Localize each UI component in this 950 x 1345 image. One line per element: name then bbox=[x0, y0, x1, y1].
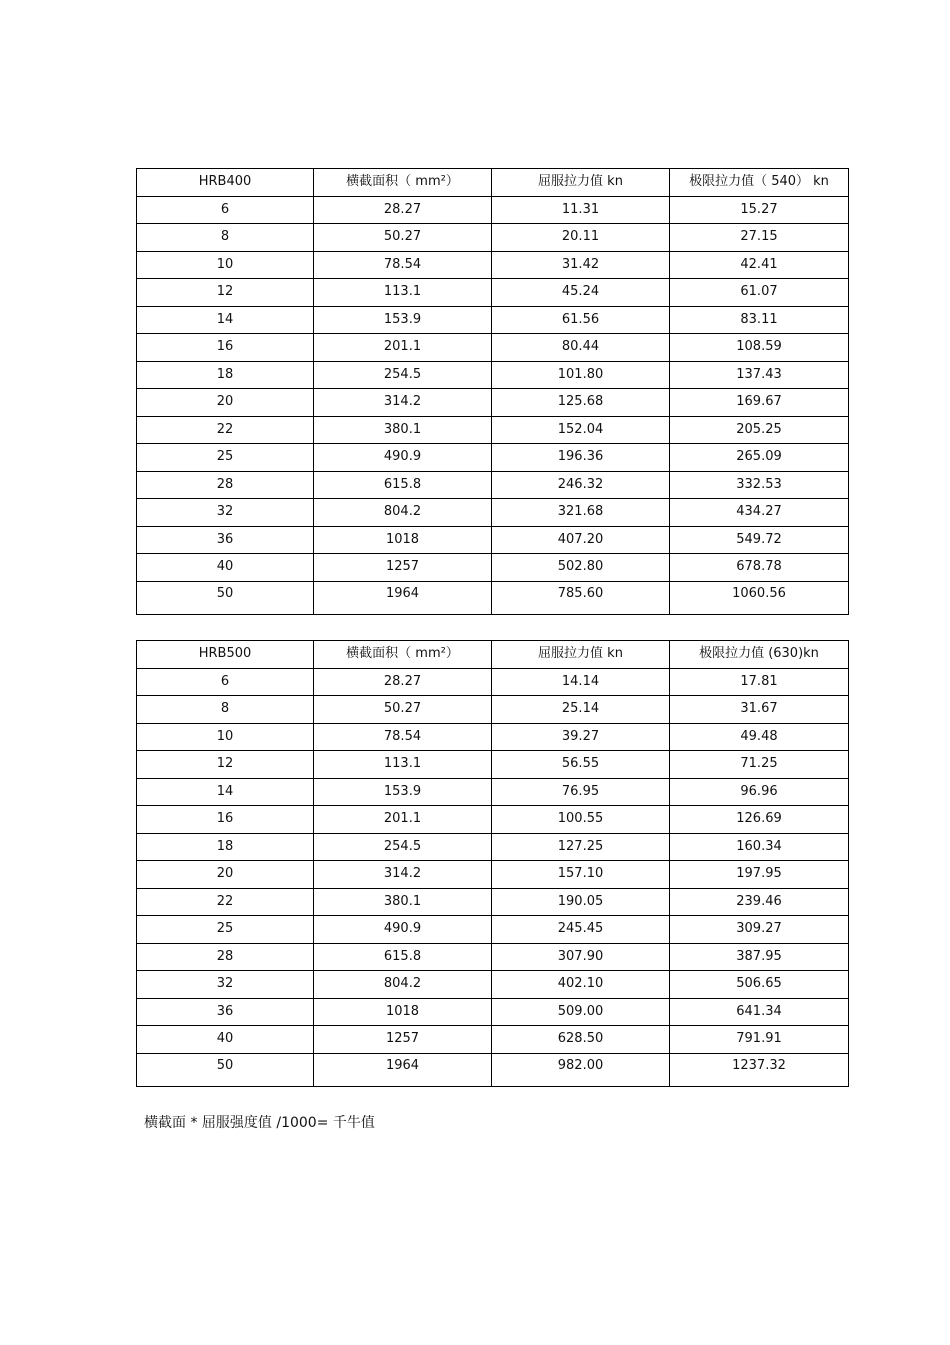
table-cell: 36 bbox=[137, 998, 314, 1026]
table-cell: 8 bbox=[137, 696, 314, 724]
table-cell: 380.1 bbox=[314, 416, 492, 444]
table-row bbox=[137, 361, 849, 389]
table-cell: 42.41 bbox=[670, 251, 849, 279]
table-cell: 31.67 bbox=[670, 696, 849, 724]
table-cell: 1237.32 bbox=[670, 1053, 849, 1086]
table-cell: 153.9 bbox=[314, 778, 492, 806]
header-cell: 横截面积（ mm²） bbox=[314, 641, 492, 669]
table-cell: 113.1 bbox=[314, 279, 492, 307]
table-cell: 14 bbox=[137, 778, 314, 806]
header-row bbox=[137, 641, 849, 669]
table-cell: 239.46 bbox=[670, 888, 849, 916]
table-row bbox=[137, 279, 849, 307]
table-cell: 309.27 bbox=[670, 916, 849, 944]
table-cell: 61.07 bbox=[670, 279, 849, 307]
table-cell: 25 bbox=[137, 444, 314, 472]
table-cell: 45.24 bbox=[492, 279, 670, 307]
header-cell: 屈服拉力值 kn bbox=[492, 641, 670, 669]
table-cell: 28.27 bbox=[314, 668, 492, 696]
table-cell: 28 bbox=[137, 471, 314, 499]
table-cell: 32 bbox=[137, 971, 314, 999]
table-cell: 108.59 bbox=[670, 334, 849, 362]
table-cell: 125.68 bbox=[492, 389, 670, 417]
table-cell: 615.8 bbox=[314, 471, 492, 499]
table-cell: 20.11 bbox=[492, 224, 670, 252]
table-cell: 169.67 bbox=[670, 389, 849, 417]
table-cell: 245.45 bbox=[492, 916, 670, 944]
table-cell: 628.50 bbox=[492, 1026, 670, 1054]
table-row bbox=[137, 833, 849, 861]
formula-footnote: 横截面 * 屈服强度值 /1000= 千牛值 bbox=[144, 1115, 375, 1131]
table-cell: 804.2 bbox=[314, 971, 492, 999]
table-cell: 101.80 bbox=[492, 361, 670, 389]
table-row bbox=[137, 554, 849, 582]
table-cell: 83.11 bbox=[670, 306, 849, 334]
table-row bbox=[137, 998, 849, 1026]
hrb400-table bbox=[136, 168, 849, 615]
table-cell: 265.09 bbox=[670, 444, 849, 472]
table-row bbox=[137, 696, 849, 724]
table-cell: 502.80 bbox=[492, 554, 670, 582]
table-row bbox=[137, 751, 849, 779]
table-cell: 10 bbox=[137, 251, 314, 279]
table-cell: 197.95 bbox=[670, 861, 849, 889]
table-cell: 100.55 bbox=[492, 806, 670, 834]
table-cell: 10 bbox=[137, 723, 314, 751]
table-cell: 509.00 bbox=[492, 998, 670, 1026]
table-cell: 1257 bbox=[314, 1026, 492, 1054]
table-cell: 785.60 bbox=[492, 581, 670, 614]
table-cell: 804.2 bbox=[314, 499, 492, 527]
table-cell: 1018 bbox=[314, 526, 492, 554]
table-cell: 254.5 bbox=[314, 833, 492, 861]
table-cell: 6 bbox=[137, 668, 314, 696]
header-cell: 横截面积（ mm²） bbox=[314, 169, 492, 197]
table-cell: 407.20 bbox=[492, 526, 670, 554]
table-cell: 78.54 bbox=[314, 723, 492, 751]
table-cell: 32 bbox=[137, 499, 314, 527]
table-cell: 490.9 bbox=[314, 916, 492, 944]
header-cell: 极限拉力值 (630)kn bbox=[670, 641, 849, 669]
table-row bbox=[137, 778, 849, 806]
table-row bbox=[137, 389, 849, 417]
table-cell: 28.27 bbox=[314, 196, 492, 224]
table-cell: 402.10 bbox=[492, 971, 670, 999]
table-cell: 50 bbox=[137, 581, 314, 614]
table-cell: 6 bbox=[137, 196, 314, 224]
table-cell: 50 bbox=[137, 1053, 314, 1086]
table-cell: 190.05 bbox=[492, 888, 670, 916]
table-cell: 18 bbox=[137, 361, 314, 389]
table-cell: 76.95 bbox=[492, 778, 670, 806]
table-cell: 56.55 bbox=[492, 751, 670, 779]
table-cell: 20 bbox=[137, 861, 314, 889]
table-cell: 17.81 bbox=[670, 668, 849, 696]
table-cell: 314.2 bbox=[314, 861, 492, 889]
table-cell: 307.90 bbox=[492, 943, 670, 971]
table-cell: 22 bbox=[137, 416, 314, 444]
header-row bbox=[137, 169, 849, 197]
table-cell: 641.34 bbox=[670, 998, 849, 1026]
table-row bbox=[137, 581, 849, 614]
table-cell: 160.34 bbox=[670, 833, 849, 861]
table-row bbox=[137, 943, 849, 971]
table-row bbox=[137, 196, 849, 224]
table-cell: 321.68 bbox=[492, 499, 670, 527]
table-cell: 16 bbox=[137, 806, 314, 834]
table-cell: 380.1 bbox=[314, 888, 492, 916]
table-cell: 678.78 bbox=[670, 554, 849, 582]
table-cell: 1060.56 bbox=[670, 581, 849, 614]
table-cell: 28 bbox=[137, 943, 314, 971]
table-cell: 201.1 bbox=[314, 806, 492, 834]
table-cell: 40 bbox=[137, 554, 314, 582]
table-row bbox=[137, 861, 849, 889]
header-cell: HRB500 bbox=[137, 641, 314, 669]
table-row bbox=[137, 1026, 849, 1054]
table-cell: 20 bbox=[137, 389, 314, 417]
table-row bbox=[137, 916, 849, 944]
table-cell: 314.2 bbox=[314, 389, 492, 417]
table-cell: 50.27 bbox=[314, 696, 492, 724]
table-row bbox=[137, 971, 849, 999]
table-cell: 549.72 bbox=[670, 526, 849, 554]
table-row bbox=[137, 444, 849, 472]
table-cell: 22 bbox=[137, 888, 314, 916]
table-cell: 96.96 bbox=[670, 778, 849, 806]
table-cell: 201.1 bbox=[314, 334, 492, 362]
table-cell: 78.54 bbox=[314, 251, 492, 279]
table-row bbox=[137, 251, 849, 279]
table-cell: 196.36 bbox=[492, 444, 670, 472]
table-row bbox=[137, 334, 849, 362]
table-cell: 14.14 bbox=[492, 668, 670, 696]
table-row bbox=[137, 471, 849, 499]
table-cell: 49.48 bbox=[670, 723, 849, 751]
table-cell: 152.04 bbox=[492, 416, 670, 444]
table-cell: 80.44 bbox=[492, 334, 670, 362]
table-row bbox=[137, 416, 849, 444]
table-row bbox=[137, 526, 849, 554]
table-row bbox=[137, 888, 849, 916]
table-row bbox=[137, 224, 849, 252]
table-row bbox=[137, 668, 849, 696]
table-cell: 1018 bbox=[314, 998, 492, 1026]
table-cell: 113.1 bbox=[314, 751, 492, 779]
header-cell: 极限拉力值（ 540） kn bbox=[670, 169, 849, 197]
table-cell: 982.00 bbox=[492, 1053, 670, 1086]
table-cell: 157.10 bbox=[492, 861, 670, 889]
table-cell: 1964 bbox=[314, 1053, 492, 1086]
table-cell: 11.31 bbox=[492, 196, 670, 224]
table-cell: 14 bbox=[137, 306, 314, 334]
table-cell: 434.27 bbox=[670, 499, 849, 527]
table-cell: 16 bbox=[137, 334, 314, 362]
table-cell: 254.5 bbox=[314, 361, 492, 389]
table-cell: 332.53 bbox=[670, 471, 849, 499]
table-cell: 50.27 bbox=[314, 224, 492, 252]
table-cell: 40 bbox=[137, 1026, 314, 1054]
table-cell: 153.9 bbox=[314, 306, 492, 334]
table-cell: 615.8 bbox=[314, 943, 492, 971]
table-cell: 27.15 bbox=[670, 224, 849, 252]
table-row bbox=[137, 1053, 849, 1086]
table-cell: 61.56 bbox=[492, 306, 670, 334]
header-cell: HRB400 bbox=[137, 169, 314, 197]
table-cell: 18 bbox=[137, 833, 314, 861]
header-cell: 屈服拉力值 kn bbox=[492, 169, 670, 197]
table-cell: 8 bbox=[137, 224, 314, 252]
table-cell: 71.25 bbox=[670, 751, 849, 779]
table-cell: 137.43 bbox=[670, 361, 849, 389]
table-cell: 126.69 bbox=[670, 806, 849, 834]
table-cell: 15.27 bbox=[670, 196, 849, 224]
table-cell: 25 bbox=[137, 916, 314, 944]
table-cell: 205.25 bbox=[670, 416, 849, 444]
table-cell: 791.91 bbox=[670, 1026, 849, 1054]
table-cell: 12 bbox=[137, 751, 314, 779]
table-cell: 36 bbox=[137, 526, 314, 554]
table-row bbox=[137, 499, 849, 527]
table-row bbox=[137, 306, 849, 334]
table-row bbox=[137, 723, 849, 751]
table-cell: 490.9 bbox=[314, 444, 492, 472]
table-cell: 25.14 bbox=[492, 696, 670, 724]
table-cell: 246.32 bbox=[492, 471, 670, 499]
table-cell: 31.42 bbox=[492, 251, 670, 279]
table-cell: 127.25 bbox=[492, 833, 670, 861]
table-cell: 39.27 bbox=[492, 723, 670, 751]
table-cell: 387.95 bbox=[670, 943, 849, 971]
table-row bbox=[137, 806, 849, 834]
table-cell: 506.65 bbox=[670, 971, 849, 999]
table-cell: 1964 bbox=[314, 581, 492, 614]
table-cell: 1257 bbox=[314, 554, 492, 582]
hrb500-table bbox=[136, 640, 849, 1087]
table-cell: 12 bbox=[137, 279, 314, 307]
